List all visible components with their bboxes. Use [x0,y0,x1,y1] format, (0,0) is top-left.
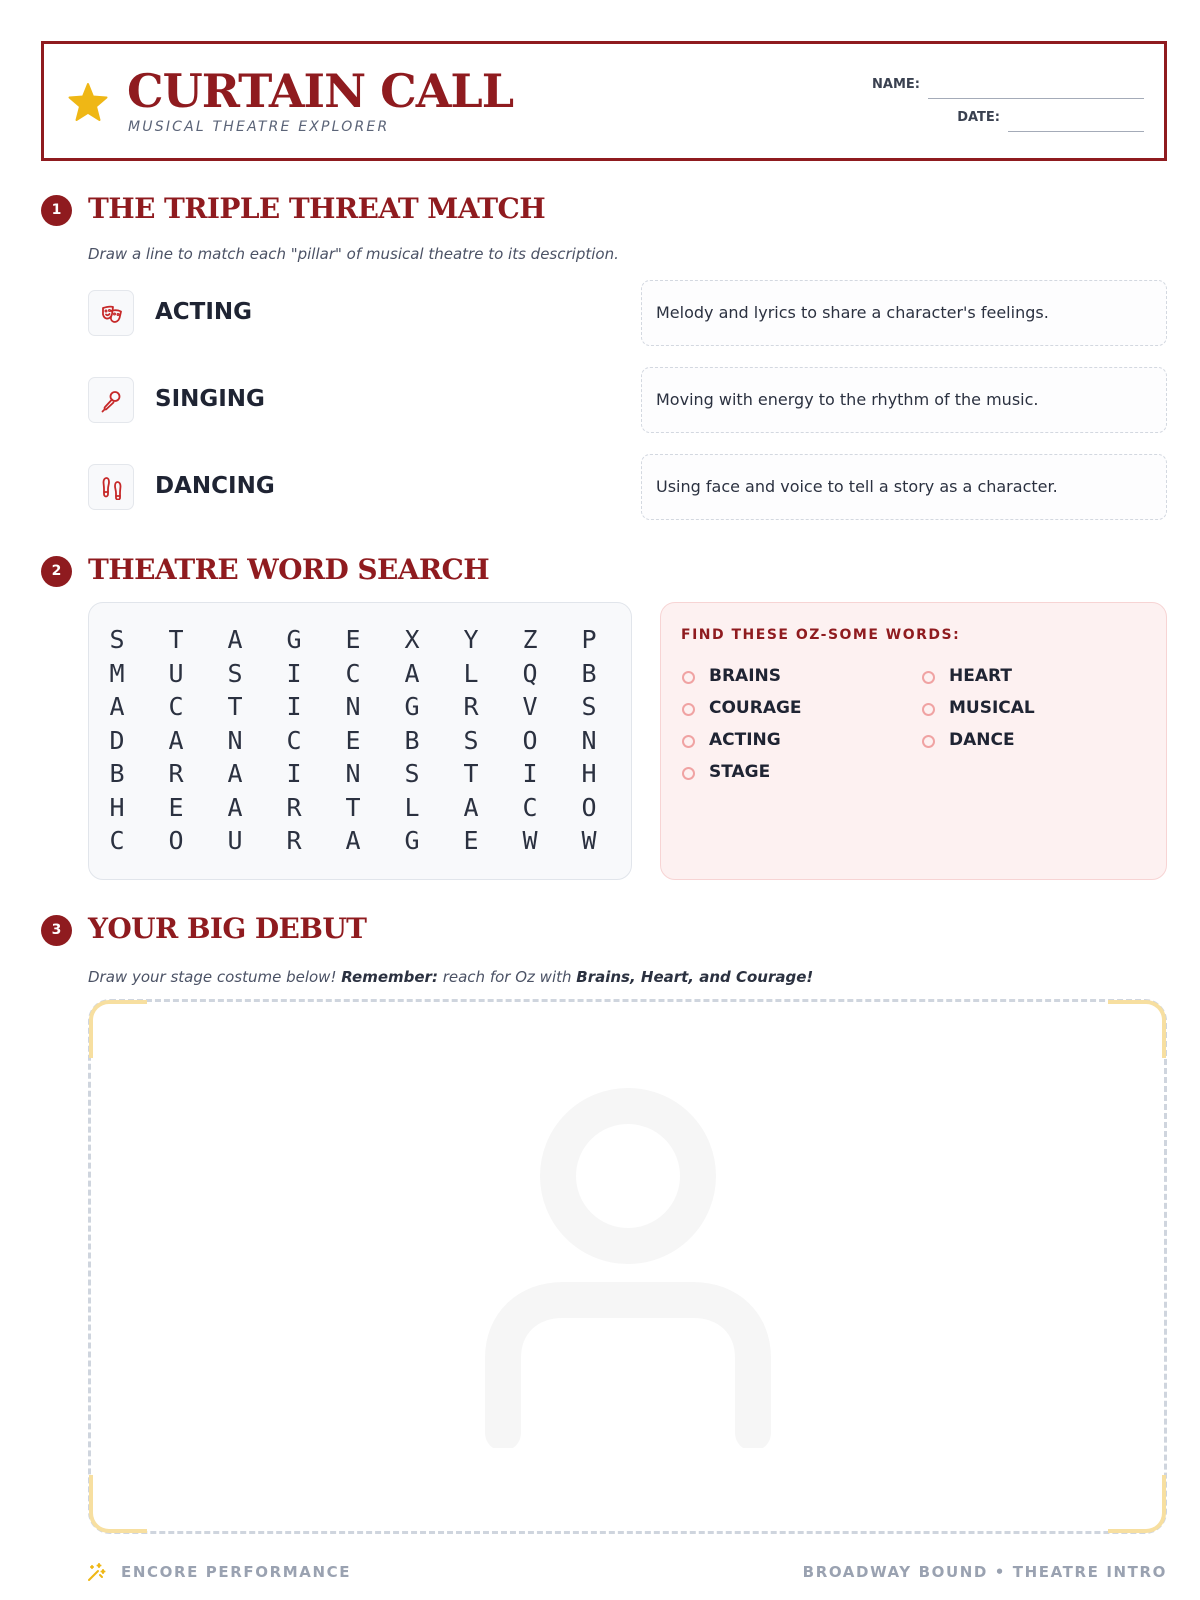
grid-letter[interactable]: I [286,692,302,721]
theatre-masks-icon [88,290,134,336]
grid-letter[interactable]: M [109,658,125,688]
grid-letter[interactable]: P [581,625,597,654]
pillar-dancing: DANCING [155,473,275,499]
grid-letter[interactable]: D [109,725,125,755]
word-item: MUSICAL [949,698,1035,718]
grid-letter[interactable]: B [581,658,597,688]
word-search-grid [88,602,632,880]
grid-letter[interactable]: S [109,625,125,654]
corner-accent [89,1000,147,1058]
word-checkbox[interactable] [922,735,935,748]
grid-row [89,623,631,657]
grid-letter[interactable]: Y [463,625,479,654]
word-checkbox[interactable] [682,703,695,716]
pillar-acting: ACTING [155,299,253,325]
grid-letter[interactable]: C [286,725,302,755]
grid-letter[interactable]: N [581,725,597,755]
grid-letter[interactable]: G [404,826,420,855]
grid-letter[interactable]: I [286,759,302,788]
page-title: CURTAIN CALL [127,64,514,118]
description-text: Melody and lyrics to share a character's feelings. [656,303,1049,322]
grid-letter[interactable]: S [404,759,420,788]
name-field[interactable] [928,98,1144,99]
grid-letter[interactable]: R [286,826,302,855]
section-1-title: THE TRIPLE THREAT MATCH [88,192,546,225]
corner-accent [1108,1000,1166,1058]
word-item: HEART [949,666,1012,686]
grid-letter[interactable]: H [581,759,597,788]
star-icon [68,82,108,122]
grid-letter[interactable]: A [404,658,420,688]
word-item: DANCE [949,730,1015,750]
description-text: Moving with energy to the rhythm of the music. [656,390,1039,409]
page-subtitle: MUSICAL THEATRE EXPLORER [128,119,390,135]
description-box [641,454,1167,520]
grid-letter[interactable]: W [522,826,538,855]
grid-letter[interactable]: O [522,725,538,755]
corner-accent [89,1475,147,1533]
name-label: NAME: [872,77,920,92]
word-item: BRAINS [709,666,782,686]
grid-letter[interactable]: T [227,692,243,721]
grid-letter[interactable]: X [404,625,420,654]
grid-letter[interactable]: R [463,692,479,721]
date-field[interactable] [1008,131,1144,132]
grid-letter[interactable]: A [227,792,243,822]
word-checkbox[interactable] [922,671,935,684]
word-checkbox[interactable] [922,703,935,716]
corner-accent [1108,1475,1166,1533]
grid-letter[interactable]: H [109,792,125,822]
grid-row [89,657,631,691]
word-item: ACTING [709,730,781,750]
pillar-singing: SINGING [155,386,265,412]
section-3-instruction: Draw your stage costume below! Remember: reach for Oz with Brains, Heart, and Courage! [88,968,814,986]
grid-row [89,791,631,825]
grid-letter[interactable]: E [345,625,361,654]
grid-letter[interactable]: N [227,725,243,755]
section-1-instruction: Draw a line to match each "pillar" of musical theatre to its description. [88,245,619,263]
costume-drawing-area[interactable] [88,999,1167,1534]
grid-letter[interactable]: S [463,725,479,755]
footer-left-text: ENCORE PERFORMANCE [121,1563,352,1581]
grid-letter[interactable]: O [168,826,184,855]
microphone-icon [88,377,134,423]
grid-row [89,724,631,758]
grid-letter[interactable]: G [286,625,302,654]
section-2-title: THEATRE WORD SEARCH [88,553,490,586]
grid-letter[interactable]: U [168,658,184,688]
word-item: COURAGE [709,698,802,718]
grid-row [89,757,631,791]
grid-letter[interactable]: E [345,725,361,755]
person-silhouette-icon [483,1088,773,1448]
grid-letter[interactable]: N [345,759,361,788]
word-list-title: FIND THESE OZ-SOME WORDS: [681,627,961,643]
grid-letter[interactable]: O [581,792,597,822]
footprints-icon [88,464,134,510]
grid-letter[interactable]: T [463,759,479,788]
grid-letter[interactable]: B [404,725,420,755]
word-item: STAGE [709,762,771,782]
grid-letter[interactable]: A [227,625,243,654]
grid-letter[interactable]: V [522,692,538,721]
grid-letter[interactable]: T [345,792,361,822]
grid-letter[interactable]: W [581,826,597,855]
grid-letter[interactable]: S [581,692,597,721]
grid-letter[interactable]: L [404,792,420,822]
grid-letter[interactable]: E [168,792,184,822]
grid-letter[interactable]: C [522,792,538,822]
section-3-title: YOUR BIG DEBUT [88,912,367,945]
grid-letter[interactable]: I [286,658,302,688]
section-1-number: 1 [41,195,72,226]
grid-letter[interactable]: R [286,792,302,822]
section-2-number: 2 [41,556,72,587]
grid-letter[interactable]: A [463,792,479,822]
grid-letter[interactable]: G [404,692,420,721]
grid-letter[interactable]: B [109,759,125,788]
grid-letter[interactable]: R [168,759,184,788]
grid-letter[interactable]: T [168,625,184,654]
word-checkbox[interactable] [682,671,695,684]
grid-letter[interactable]: A [227,759,243,788]
worksheet-header [41,41,1167,161]
grid-letter[interactable]: Q [522,658,538,688]
grid-letter[interactable]: S [227,658,243,688]
word-checkbox[interactable] [682,767,695,780]
footer-right-text: BROADWAY BOUND • THEATRE INTRO [802,1563,1167,1581]
grid-letter[interactable]: C [109,826,125,855]
grid-letter[interactable]: E [463,826,479,855]
description-box [641,280,1167,346]
grid-row [89,824,631,858]
description-text: Using face and voice to tell a story as a character. [656,477,1058,496]
grid-letter[interactable]: L [463,658,479,688]
word-checkbox[interactable] [682,735,695,748]
sparkle-icon [87,1562,107,1582]
section-3-number: 3 [41,915,72,946]
grid-letter[interactable]: A [168,725,184,755]
grid-letter[interactable]: N [345,692,361,721]
grid-letter[interactable]: C [168,692,184,721]
grid-letter[interactable]: Z [522,625,538,654]
word-list-panel [660,602,1167,880]
grid-letter[interactable]: A [109,692,125,721]
grid-letter[interactable]: C [345,658,361,688]
grid-letter[interactable]: I [522,759,538,788]
date-label: DATE: [957,110,1000,125]
grid-letter[interactable]: U [227,826,243,855]
grid-letter[interactable]: A [345,826,361,855]
grid-row [89,690,631,724]
description-box [641,367,1167,433]
